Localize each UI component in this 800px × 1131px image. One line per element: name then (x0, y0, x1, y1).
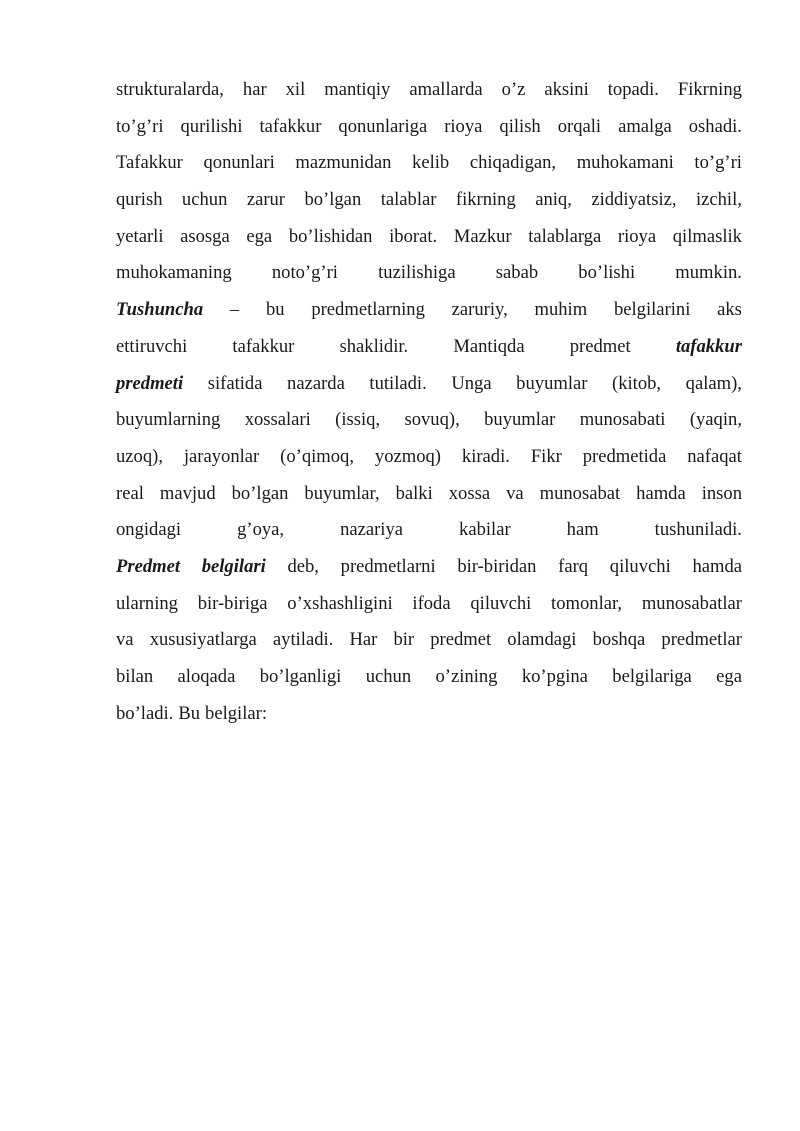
word: o’xshashligini (287, 592, 393, 614)
document-page (116, 72, 742, 732)
word: qonunlariga (338, 115, 428, 137)
text-line (116, 72, 742, 109)
term-word: Predmet (116, 555, 181, 577)
word: har (242, 79, 267, 100)
word: muhokamani (576, 152, 674, 174)
word: mantiqiy (324, 79, 391, 100)
word: yozmoq) (374, 445, 441, 467)
word: mumkin. (675, 262, 742, 284)
word: real (116, 482, 144, 504)
text-line (116, 622, 742, 659)
word: to’g’ri (694, 152, 742, 174)
word: buyumlar (516, 372, 588, 394)
word: qiluvchi (609, 555, 671, 577)
word: zarur (246, 189, 285, 211)
word: Mazkur (453, 225, 512, 247)
word: Unga (451, 372, 492, 394)
word: va (116, 629, 134, 651)
word: Bu (178, 702, 201, 724)
word: munosabat (539, 482, 621, 504)
word: Tafakkur (116, 152, 183, 174)
word: bo’lganligi (259, 666, 342, 687)
word: nazarda (287, 372, 345, 394)
term-word: predmeti (116, 372, 184, 394)
word: buyumlar (484, 409, 556, 431)
word: hamda (692, 555, 742, 577)
word: muhim (534, 299, 588, 321)
word: (kitob, (612, 372, 662, 394)
word: sabab (495, 262, 539, 284)
word: talablarga (528, 225, 602, 247)
term-word: Tushuncha (116, 299, 204, 321)
word: amallarda (409, 79, 483, 100)
text-line (116, 329, 742, 366)
word: aks (717, 299, 742, 321)
word: kiradi. (461, 445, 510, 467)
word: jarayonlar (183, 445, 260, 467)
word: muhokamaning (116, 262, 232, 284)
word: munosabatlar (641, 592, 742, 614)
word: topadi. (607, 79, 659, 100)
word: qonunlari (203, 152, 275, 174)
word: ziddiyatsiz, (591, 189, 677, 211)
text-line (116, 182, 742, 219)
word: belgilarini (613, 299, 691, 321)
word: belgilar: (205, 702, 267, 724)
word: Har (349, 629, 378, 651)
word: to’g’ri (116, 115, 164, 137)
word: tuzilishiga (378, 262, 456, 284)
text-line (116, 255, 742, 292)
word: tomonlar, (551, 592, 623, 614)
word: ham (566, 519, 599, 541)
word: rioya (444, 115, 483, 137)
word: aniq, (535, 189, 572, 211)
word: iborat. (389, 225, 438, 247)
word: – (229, 299, 240, 321)
word: zaruriy, (451, 299, 508, 321)
word: hamda (636, 482, 686, 504)
word: va (506, 482, 524, 504)
word: bilan (116, 666, 154, 687)
word: bo’lishi (578, 262, 636, 284)
word: rioya (617, 225, 657, 247)
word: balki (395, 482, 433, 504)
word: amalga (618, 115, 672, 137)
word: bu (265, 299, 285, 321)
word: deb, (287, 555, 319, 577)
word: boshqa (592, 629, 646, 651)
text-line (116, 512, 742, 549)
word: qurish (116, 189, 163, 211)
word: predmet (569, 335, 631, 357)
word: belgilariga (612, 666, 692, 687)
word: xossalari (244, 409, 311, 431)
word: o’zining (435, 666, 498, 687)
word: tutiladi. (369, 372, 427, 394)
word: ifoda (412, 592, 451, 614)
word: xil (285, 79, 306, 100)
text-line (116, 292, 742, 329)
word: bo’ladi. (116, 702, 174, 724)
word: olamdagi (507, 629, 577, 651)
word: aytiladi. (272, 629, 334, 651)
word: bir (393, 629, 415, 651)
word: sovuq), (404, 409, 460, 431)
word: predmet (430, 629, 492, 651)
word: ega (246, 225, 273, 247)
word: qurilishi (180, 115, 243, 137)
word: (o’qimoq, (280, 445, 354, 467)
word: o’z (501, 79, 526, 100)
word: tafakkur (232, 335, 295, 357)
term-word: tafakkur (675, 335, 742, 357)
word: predmetlarni (340, 555, 436, 577)
word: tushuniladi. (654, 519, 742, 541)
word: g’oya, (237, 519, 285, 541)
word: qalam), (685, 372, 742, 394)
word: fikrning (455, 189, 516, 211)
word: uchun (365, 666, 412, 687)
word: chiqadigan, (469, 152, 557, 174)
word: ularning (116, 592, 178, 614)
word: kelib (412, 152, 450, 174)
word: orqali (557, 115, 602, 137)
word: (issiq, (335, 409, 381, 431)
word: asosga (180, 225, 230, 247)
word: xossa (448, 482, 491, 504)
term-word: belgilari (201, 555, 266, 577)
word: bo’lgan (231, 482, 289, 504)
word: munosabati (579, 409, 666, 431)
word: uchun (181, 189, 228, 211)
word: ega (716, 666, 742, 687)
text-line (116, 109, 742, 146)
text-line (116, 145, 742, 182)
word: yetarli (116, 225, 164, 247)
word: strukturalarda, (116, 79, 224, 100)
word: Fikr (530, 445, 562, 467)
word: talablar (380, 189, 437, 211)
word: kabilar (459, 519, 511, 541)
word: Mantiqda (453, 335, 525, 357)
word: qilish (499, 115, 541, 137)
text-line (116, 219, 742, 256)
word: bo’lishidan (288, 225, 373, 247)
body-text (116, 72, 742, 732)
word: aloqada (177, 666, 236, 687)
word: mazmunidan (295, 152, 392, 174)
text-line (116, 476, 742, 513)
word: noto’g’ri (271, 262, 338, 284)
word: bo’lgan (304, 189, 362, 211)
text-line (116, 402, 742, 439)
word: ongidagi (116, 519, 182, 541)
word: izchil, (695, 189, 742, 211)
text-line (116, 696, 742, 733)
word: shaklidir. (339, 335, 409, 357)
word: buyumlarning (116, 409, 221, 431)
word: nazariya (340, 519, 404, 541)
word: mavjud (159, 482, 216, 504)
word: xususiyatlarga (149, 629, 257, 651)
text-line (116, 659, 742, 696)
word: ko’pgina (521, 666, 588, 687)
word: bir-biridan (457, 555, 537, 577)
word: sifatida (207, 372, 263, 394)
word: farq (558, 555, 589, 577)
word: ettiruvchi (116, 335, 188, 357)
word: Fikrning (677, 79, 742, 100)
text-line (116, 586, 742, 623)
word: predmetlarning (311, 299, 425, 321)
word: oshadi. (688, 115, 742, 137)
word: predmetida (582, 445, 667, 467)
word: (yaqin, (689, 409, 742, 431)
word: qiluvchi (470, 592, 532, 614)
word: uzoq), (116, 445, 163, 467)
word: nafaqat (687, 445, 742, 467)
word: qilmaslik (672, 225, 742, 247)
text-line (116, 366, 742, 403)
text-line (116, 439, 742, 476)
word: bir-biriga (197, 592, 268, 614)
word: inson (701, 482, 742, 504)
word: buyumlar, (304, 482, 380, 504)
word: aksini (544, 79, 589, 100)
text-line (116, 549, 742, 586)
word: tafakkur (259, 115, 322, 137)
word: predmetlar (661, 629, 742, 651)
